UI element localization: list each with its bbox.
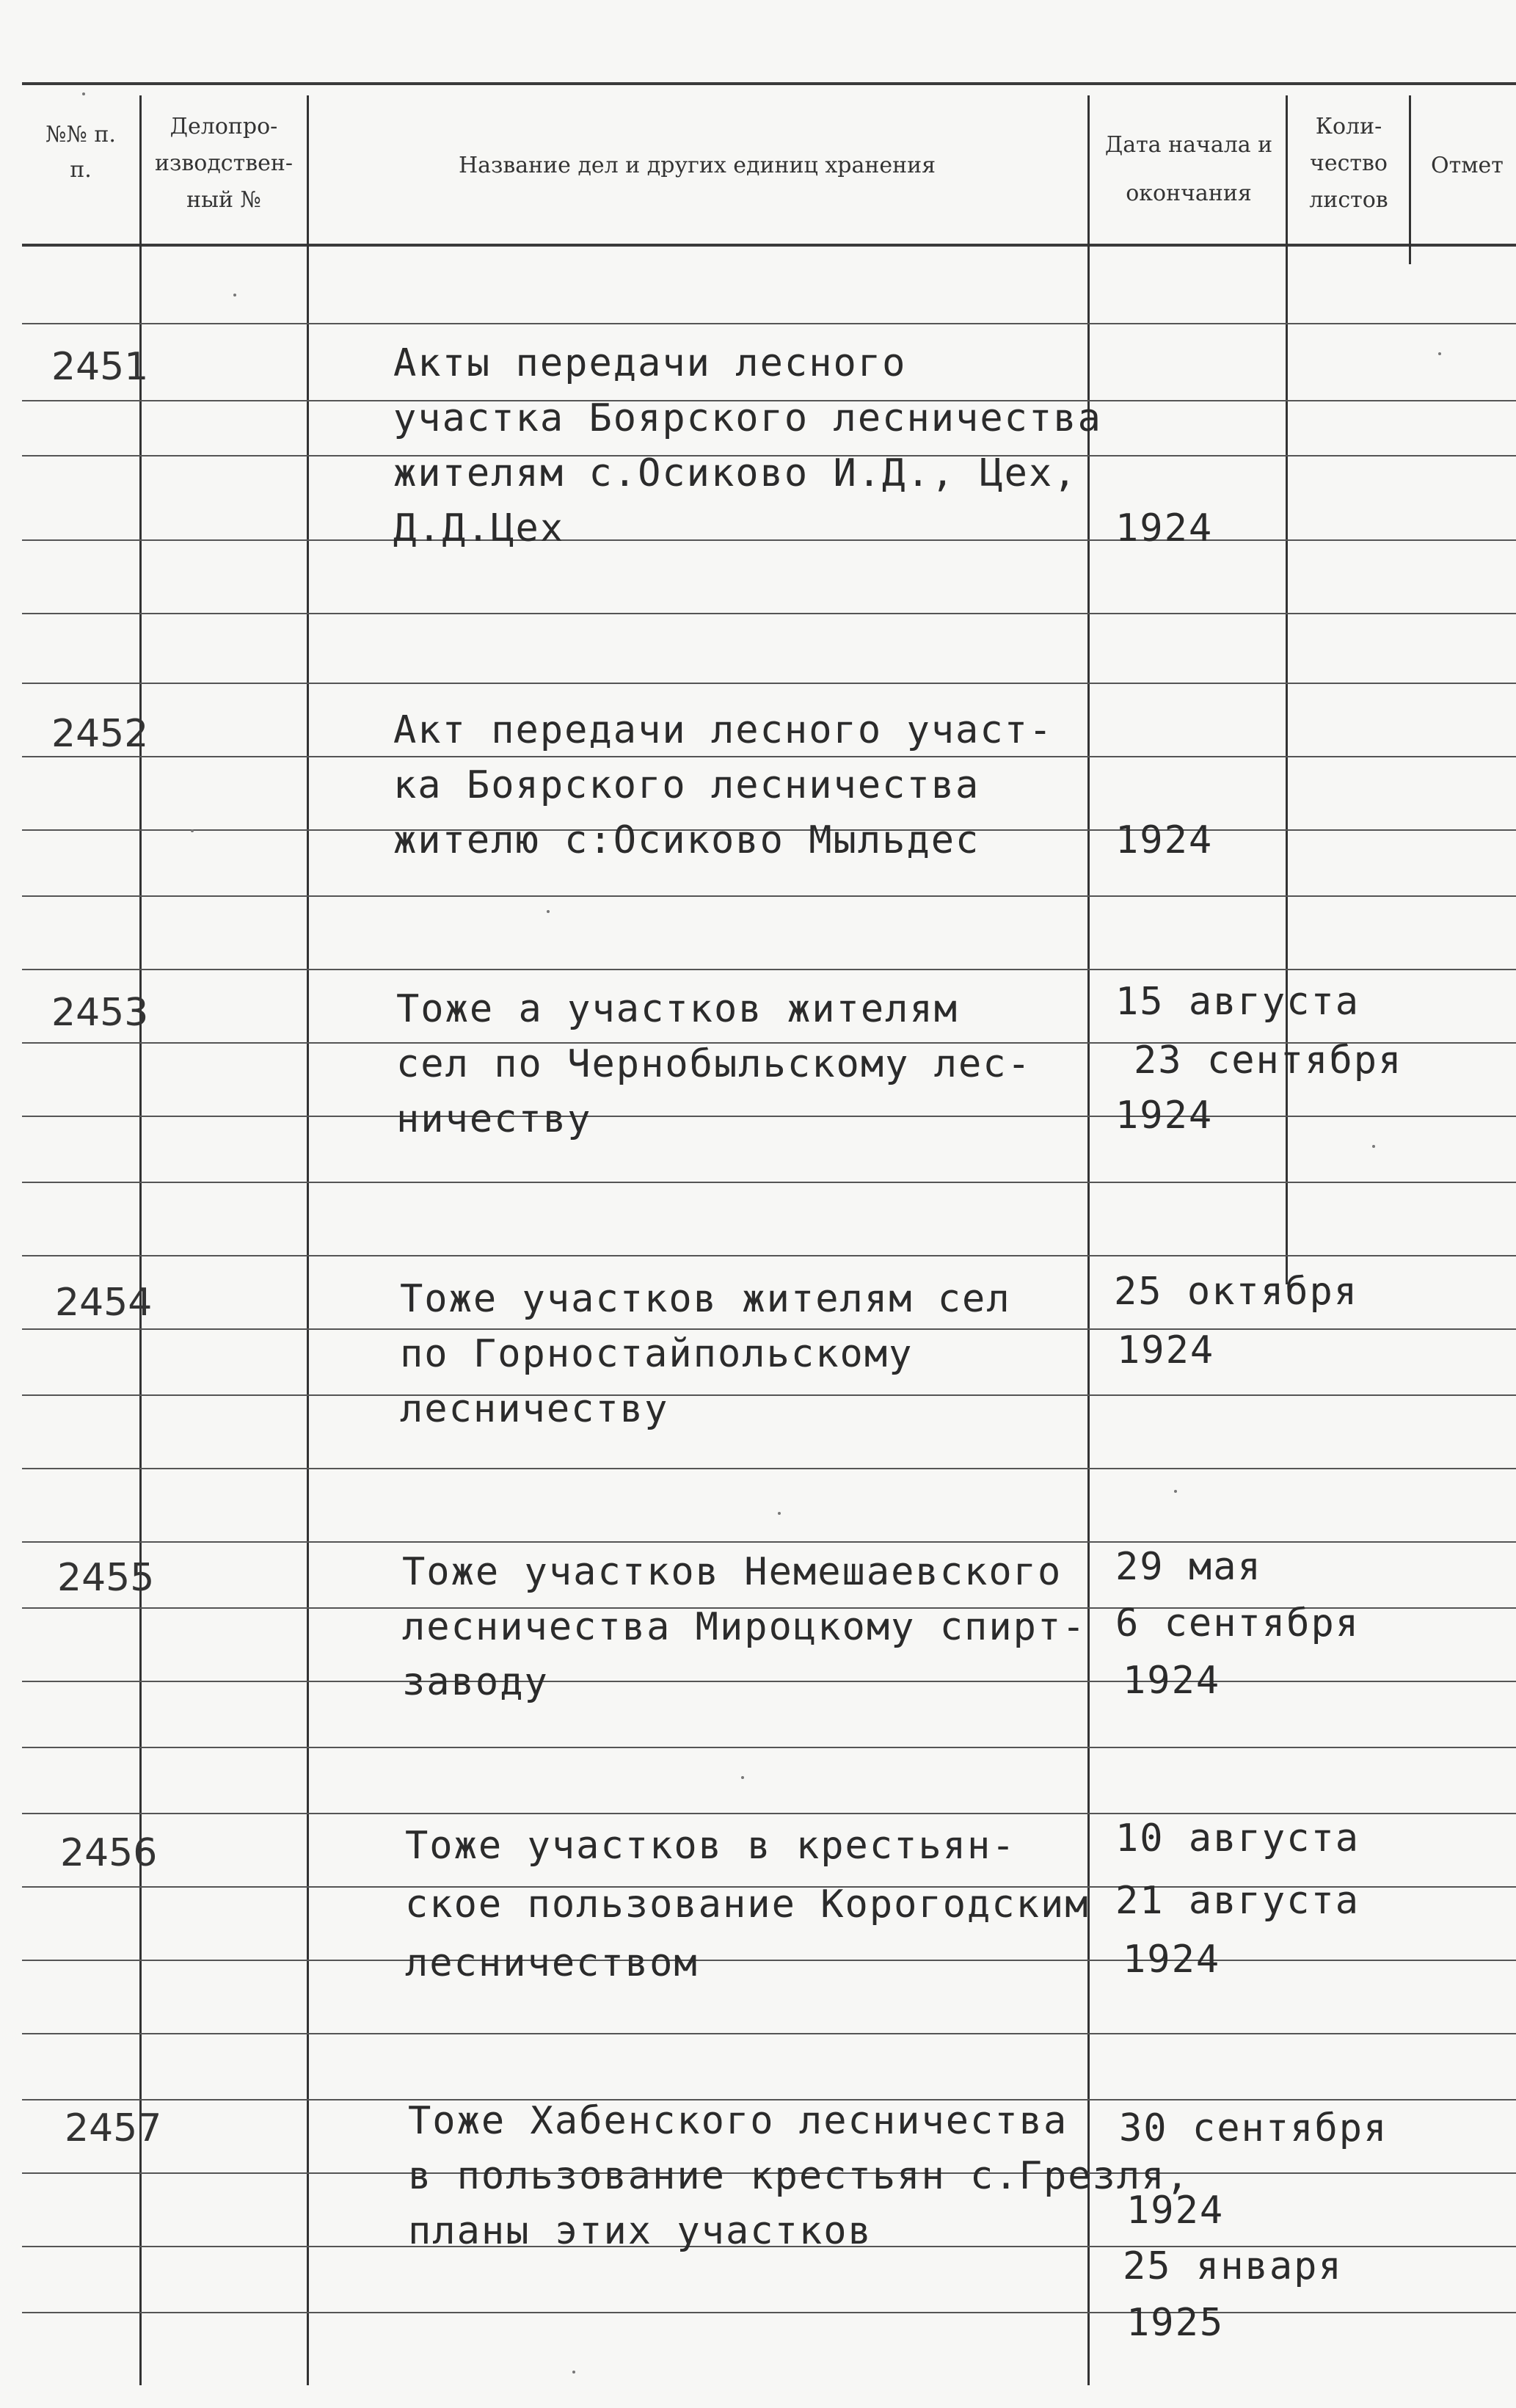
ledger-line: [22, 1255, 1516, 1256]
record-title-line: по Горностайпольскому: [400, 1332, 914, 1376]
ledger-line: [22, 1116, 1516, 1117]
record-title-line: Акт передачи лесного участ-: [393, 708, 1054, 752]
speckle: [82, 92, 85, 95]
ledger-line: [22, 1182, 1516, 1183]
header-title: Название дел и других единиц хранения: [458, 153, 936, 178]
header-top-rule: [22, 82, 1516, 85]
ledger-line: [22, 1541, 1516, 1543]
ledger-line: [22, 1747, 1516, 1748]
ledger-line: [22, 2312, 1516, 2313]
record-date-line: 1925: [1126, 2301, 1225, 2345]
header-notes: Отмет: [1431, 153, 1504, 178]
record-date-line: 21 августа: [1115, 1879, 1360, 1923]
record-date-line: 15 августа: [1115, 980, 1360, 1024]
record-number: 2452: [51, 712, 149, 756]
column-divider: [1286, 95, 1288, 1284]
record-date-line: 10 августа: [1115, 1816, 1360, 1860]
ledger-line: [22, 756, 1516, 757]
record-title-line: заводу: [402, 1660, 549, 1704]
ledger-line: [22, 2033, 1516, 2034]
ledger-line: [22, 539, 1516, 541]
ledger-line: [22, 323, 1516, 324]
record-title-line: в пользование крестьян с.Грезля,: [408, 2154, 1190, 2198]
record-title-line: ское пользование Корогодским: [405, 1883, 1090, 1927]
record-date-line: 1924: [1123, 1659, 1221, 1703]
record-title-line: Тоже участков жителям сел: [400, 1277, 1011, 1321]
speckle: [233, 294, 236, 297]
record-number: 2456: [60, 1831, 158, 1875]
record-date-line: 29 мая: [1115, 1545, 1262, 1589]
record-date-line: 1924: [1117, 1328, 1215, 1372]
speckle: [741, 1776, 744, 1779]
header-bottom-rule: [22, 244, 1516, 247]
header-number: №№ п. п.: [45, 122, 116, 183]
record-number: 2454: [55, 1281, 153, 1325]
record-title-line: участка Боярского лесничества: [393, 396, 1102, 440]
record-title-line: лесничества Мироцкому спирт-: [402, 1605, 1087, 1649]
record-title-line: Тоже участков Немешаевского: [402, 1550, 1063, 1594]
record-date-line: 1924: [1123, 1938, 1221, 1982]
record-date-line: 25 января: [1123, 2244, 1343, 2288]
record-date-line: 1924: [1126, 2189, 1225, 2233]
ledger-line: [22, 1813, 1516, 1814]
ledger-line: [22, 1681, 1516, 1682]
speckle: [191, 829, 194, 832]
record-title-line: сел по Чернобыльскому лес-: [396, 1042, 1032, 1086]
ledger-line: [22, 895, 1516, 897]
ledger-line: [22, 1394, 1516, 1396]
record-date-line: 6 сентября: [1115, 1601, 1360, 1645]
record-date-line: 1924: [1115, 818, 1214, 862]
record-title-line: лесничеству: [400, 1387, 669, 1431]
header-office-number: Делопро-изводствен-ный №: [155, 114, 293, 213]
header-sheets: Коли-чество листов: [1309, 114, 1388, 213]
speckle: [1372, 1145, 1375, 1148]
record-date-line: 30 сентября: [1119, 2106, 1388, 2150]
column-divider: [307, 95, 309, 2385]
ledger-line: [22, 613, 1516, 614]
speckle: [1174, 1490, 1177, 1493]
ledger-line: [22, 1328, 1516, 1330]
record-number: 2457: [65, 2106, 162, 2150]
record-title-line: лесничеством: [405, 1941, 699, 1985]
ledger-line: [22, 969, 1516, 970]
column-divider: [139, 95, 142, 2385]
record-title-line: Акты передачи лесного: [393, 341, 907, 385]
record-title-line: Тоже участков в крестьян-: [405, 1824, 1016, 1868]
record-date-line: 23 сентября: [1134, 1039, 1403, 1083]
record-title-line: Тоже Хабенского лесничества: [408, 2099, 1068, 2143]
record-title-line: Тоже а участков жителям: [396, 987, 959, 1031]
record-number: 2453: [51, 991, 149, 1035]
record-title-line: планы этих участков: [408, 2209, 872, 2253]
record-number: 2455: [57, 1556, 155, 1600]
header-dates: Дата начала и окончания: [1104, 132, 1273, 206]
record-date-line: 1924: [1115, 1094, 1214, 1138]
record-title-line: ка Боярского лесничества: [393, 763, 980, 807]
speckle: [778, 1512, 781, 1515]
ledger-line: [22, 1960, 1516, 1961]
column-divider: [1409, 95, 1411, 264]
record-title-line: жителю с:Осиково Мыльдес: [393, 818, 980, 862]
speckle: [1438, 352, 1441, 355]
record-title-line: ничеству: [396, 1097, 592, 1141]
ledger-line: [22, 683, 1516, 684]
record-title-line: жителям с.Осиково И.Д., Цех,: [393, 451, 1078, 495]
ledger-line: [22, 1468, 1516, 1469]
record-number: 2451: [51, 345, 149, 389]
record-date-line: 25 октября: [1114, 1270, 1359, 1314]
record-title-line: Д.Д.Цех: [393, 506, 565, 550]
speckle: [572, 2371, 575, 2374]
record-date-line: 1924: [1115, 506, 1214, 550]
speckle: [547, 910, 550, 913]
